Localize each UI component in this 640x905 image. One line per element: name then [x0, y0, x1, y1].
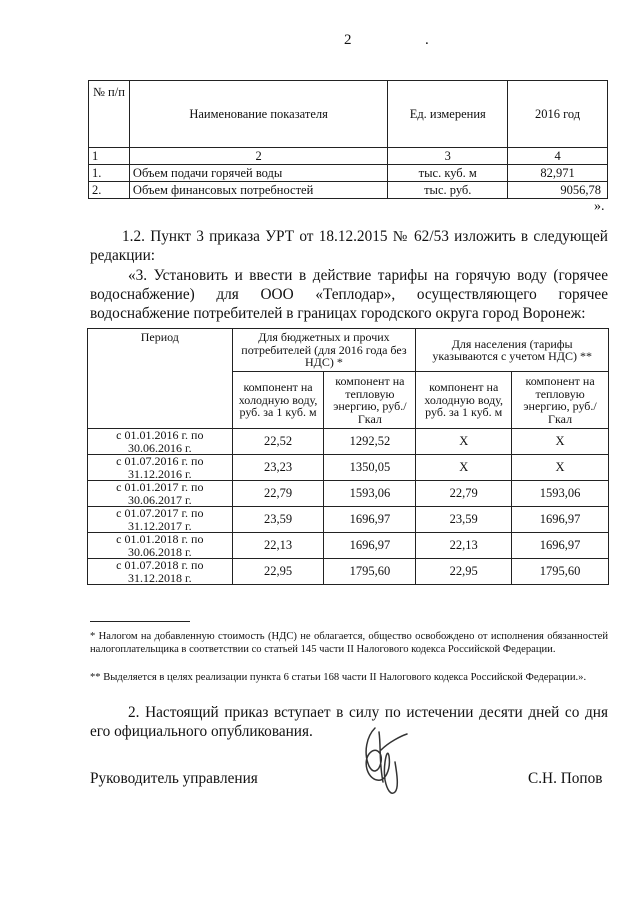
- row-name: Объем подачи горячей воды: [129, 165, 387, 182]
- paragraph-1-2-text: 1.2. Пункт 3 приказа УРТ от 18.12.2015 № 62/53 изложить в следующей редакции:: [90, 228, 608, 264]
- subheader-cold-water: компонент на холодную воду, руб. за 1 куб. м: [416, 372, 512, 429]
- population-cold-value: 22,95: [416, 559, 512, 585]
- population-cold-value: X: [416, 429, 512, 455]
- population-heat-value: 1593,06: [512, 481, 609, 507]
- row-period: с 01.07.2018 г. по 31.12.2018 г.: [88, 559, 233, 585]
- row-period: с 01.07.2016 г. по 31.12.2016 г.: [88, 455, 233, 481]
- subheader-heat-energy: компонент на тепловую энергию, руб./Гкал: [512, 372, 609, 429]
- row-value: 9056,78: [508, 182, 608, 199]
- header-number: № п/п: [89, 81, 130, 148]
- population-cold-value: 22,79: [416, 481, 512, 507]
- population-heat-value: 1696,97: [512, 533, 609, 559]
- row-period: с 01.07.2017 г. по 31.12.2017 г.: [88, 507, 233, 533]
- row-period: с 01.01.2016 г. по 30.06.2016 г.: [88, 429, 233, 455]
- table-row: [88, 429, 609, 455]
- table-row: [89, 165, 608, 182]
- paragraph-3-text: «3. Установить и ввести в действие тарифы на горячую воду (горячее водоснабжение) для ООО «Теплодар», осуществляющего горячее водоснабжение потребителей в границах городского округа город Воронеж:: [90, 267, 608, 322]
- header-unit: Ед. измерения: [388, 81, 508, 148]
- numbering-cell: 2: [129, 148, 387, 165]
- signer-position: Руководитель управления: [90, 770, 258, 787]
- row-number: 2.: [89, 182, 130, 199]
- population-cold-value: X: [416, 455, 512, 481]
- budget-cold-value: 22,52: [232, 429, 324, 455]
- paragraph-2-text: 2. Настоящий приказ вступает в силу по истечении десяти дней со дня его официального опубликования.: [90, 704, 608, 740]
- footnote-allocation: ** Выделяется в целях реализации пункта 6 статьи 168 части II Налогового кодекса Российской Федерации.».: [90, 672, 587, 683]
- subheader-heat-energy: компонент на тепловую энергию, руб./Гкал: [324, 372, 416, 429]
- paragraph-1-2: [90, 227, 608, 265]
- population-heat-value: X: [512, 429, 609, 455]
- table-row: [88, 559, 609, 585]
- page-mark: .: [425, 32, 429, 48]
- row-value: 82,971: [508, 165, 608, 182]
- table-row: [88, 507, 609, 533]
- numbering-cell: 3: [388, 148, 508, 165]
- row-name: Объем финансовых потребностей: [129, 182, 387, 199]
- row-unit: тыс. куб. м: [388, 165, 508, 182]
- budget-heat-value: 1795,60: [324, 559, 416, 585]
- budget-heat-value: 1292,52: [324, 429, 416, 455]
- tariffs-table: [87, 328, 609, 585]
- footnote-vat: * Налогом на добавленную стоимость (НДС) не облагается, общество освобождено от исполнения обязанностей налогоплательщика в соответствии со статьей 145 части II Налогового кодекса Российской Федерации.: [90, 631, 608, 656]
- budget-cold-value: 23,59: [232, 507, 324, 533]
- population-heat-value: 1795,60: [512, 559, 609, 585]
- table-row: [88, 533, 609, 559]
- budget-cold-value: 22,13: [232, 533, 324, 559]
- budget-heat-value: 1696,97: [324, 507, 416, 533]
- budget-heat-value: 1593,06: [324, 481, 416, 507]
- row-number: 1.: [89, 165, 130, 182]
- budget-cold-value: 23,23: [232, 455, 324, 481]
- indicators-table: [88, 80, 608, 199]
- population-heat-value: 1696,97: [512, 507, 609, 533]
- closing-quote: ».: [594, 199, 605, 214]
- budget-heat-value: 1350,05: [324, 455, 416, 481]
- subheader-cold-water: компонент на холодную воду, руб. за 1 куб. м: [232, 372, 324, 429]
- header-year: 2016 год: [508, 81, 608, 148]
- budget-cold-value: 22,95: [232, 559, 324, 585]
- population-cold-value: 22,13: [416, 533, 512, 559]
- header-population: Для населения (тарифы указываются с учетом НДС) **: [416, 329, 609, 372]
- header-period: Период: [88, 329, 233, 429]
- header-budget-consumers: Для бюджетных и прочих потребителей (для 2016 года без НДС) *: [232, 329, 416, 372]
- paragraph-3: [90, 266, 608, 323]
- signer-name: С.Н. Попов: [528, 770, 603, 787]
- numbering-cell: 1: [89, 148, 130, 165]
- row-period: с 01.01.2017 г. по 30.06.2017 г.: [88, 481, 233, 507]
- population-cold-value: 23,59: [416, 507, 512, 533]
- table-row: [88, 481, 609, 507]
- footnote-divider: [90, 621, 190, 622]
- table-row: [88, 455, 609, 481]
- row-period: с 01.01.2018 г. по 30.06.2018 г.: [88, 533, 233, 559]
- page-number: 2: [344, 32, 352, 48]
- table-row: [89, 182, 608, 199]
- row-unit: тыс. руб.: [388, 182, 508, 199]
- budget-cold-value: 22,79: [232, 481, 324, 507]
- handwritten-signature: [345, 722, 415, 802]
- numbering-cell: 4: [508, 148, 608, 165]
- population-heat-value: X: [512, 455, 609, 481]
- header-indicator: Наименование показателя: [129, 81, 387, 148]
- budget-heat-value: 1696,97: [324, 533, 416, 559]
